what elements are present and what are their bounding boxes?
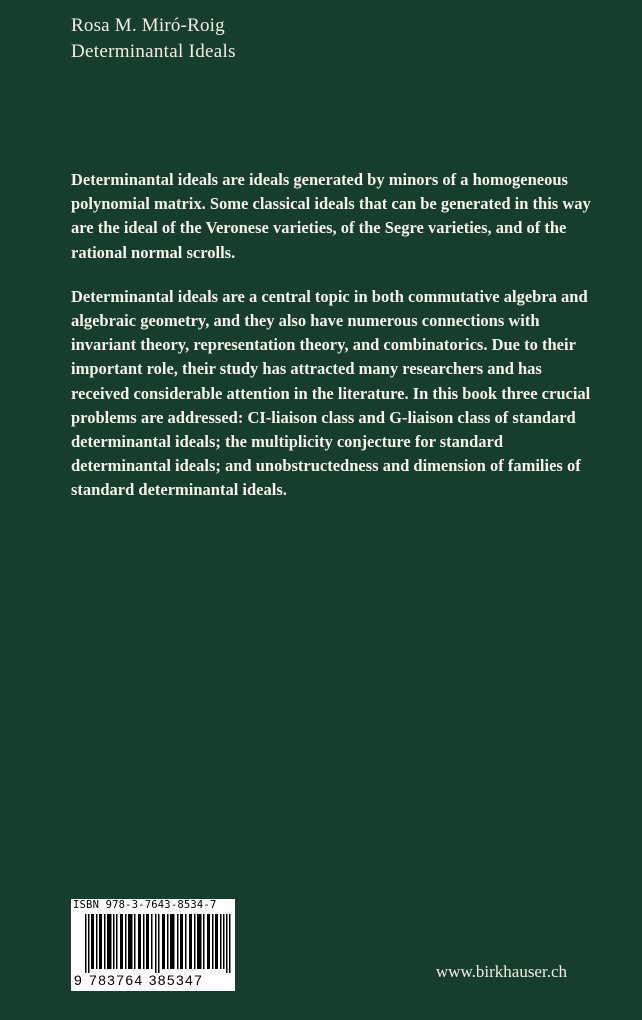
- author-name: Rosa M. Miró-Roig: [71, 15, 225, 36]
- book-title: Determinantal Ideals: [71, 41, 236, 62]
- ean-first-digit: 9: [74, 972, 82, 988]
- blurb-text: [71, 168, 591, 523]
- isbn-barcode: [71, 899, 235, 991]
- blurb-paragraph-1: Determinantal ideals are ideals generated by minors of a homogeneous polynomial matrix. Some classical ideals that can be generated in this way are the ideal of the Veronese varieties, of the Segre varieties, and of the rational normal scrolls.: [71, 170, 591, 262]
- blurb-paragraph-2: Determinantal ideals are a central topic in both commutative algebra and algebraic geometry, and they also have numerous connections with invariant theory, representation theory, and combinatorics. Due to their important role, their study has attracted many researchers and has received considerable attention in the literature. In this book three crucial problems are addressed: CI-liaison class and G-liaison class of standard determinantal ideals; the multiplicity conjecture for standard determinantal ideals; and unobstructedness and dimension of families of standard determinantal ideals.: [71, 286, 591, 500]
- publisher-website: www.birkhauser.ch: [435, 962, 567, 981]
- barcode-bars: [85, 914, 231, 973]
- ean-rest-digits: 783764 385347: [89, 972, 204, 988]
- isbn-label: ISBN 978-3-7643-8534-7: [73, 899, 217, 911]
